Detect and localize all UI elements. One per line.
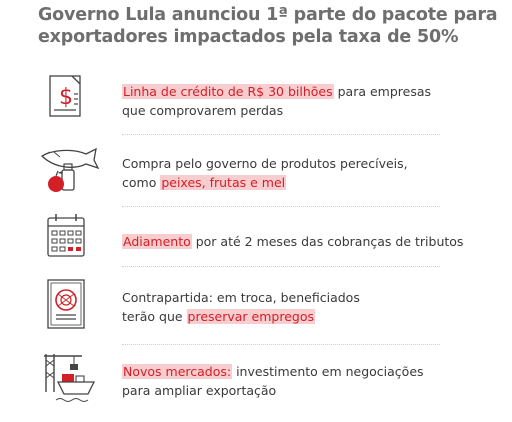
highlight-credit-line: Linha de crédito de R$ 30 bilhões: [123, 84, 333, 99]
highlight-new-markets: Novos mercados:: [123, 364, 232, 379]
dollar-document-icon: [38, 72, 100, 128]
highlight-perishables: peixes, frutas e mel: [161, 175, 286, 190]
item-text-line-2: que comprovarem perdas: [122, 103, 284, 118]
item-text-line-2: para ampliar exportação: [122, 383, 277, 398]
title-line-2: exportadores impactados pela taxa de 50%: [38, 27, 459, 47]
list-item-credit-line: [38, 72, 458, 132]
item-text-part: por até 2 meses das cobranças de tributos: [191, 234, 464, 249]
list-item-postponement: [38, 212, 464, 272]
divider: [122, 266, 440, 267]
fish-apple-milk-icon: [38, 146, 100, 202]
calendar-icon: [38, 212, 100, 268]
seal-document-icon: [38, 278, 100, 334]
item-text-part: para empresas: [333, 84, 432, 99]
item-text-line-1: Compra pelo governo de produtos perecíveis,: [122, 156, 408, 171]
list-item-new-markets: [38, 350, 458, 410]
divider: [122, 206, 440, 207]
item-text: [122, 232, 463, 251]
item-text-part: como: [122, 175, 161, 190]
item-text: [122, 288, 360, 326]
divider: [122, 134, 440, 135]
title-line-1: Governo Lula anunciou 1ª parte do pacote para: [38, 5, 498, 25]
item-text: [122, 82, 431, 120]
list-item-perishables: [38, 146, 458, 206]
page-title: [38, 4, 498, 48]
item-text-part: terão que: [122, 309, 187, 324]
divider: [122, 344, 440, 345]
item-text: [122, 154, 408, 192]
highlight-postponement: Adiamento: [123, 234, 191, 249]
item-text-line-1: Contrapartida: em troca, beneficiados: [122, 290, 360, 305]
item-text: [122, 362, 424, 400]
port-crane-ship-icon: [38, 350, 100, 406]
item-text-part: investimento em negociações: [232, 364, 424, 379]
svg-text:$: $: [59, 85, 73, 110]
highlight-jobs: preservar empregos: [187, 309, 314, 324]
list-item-counterpart: [38, 278, 458, 338]
